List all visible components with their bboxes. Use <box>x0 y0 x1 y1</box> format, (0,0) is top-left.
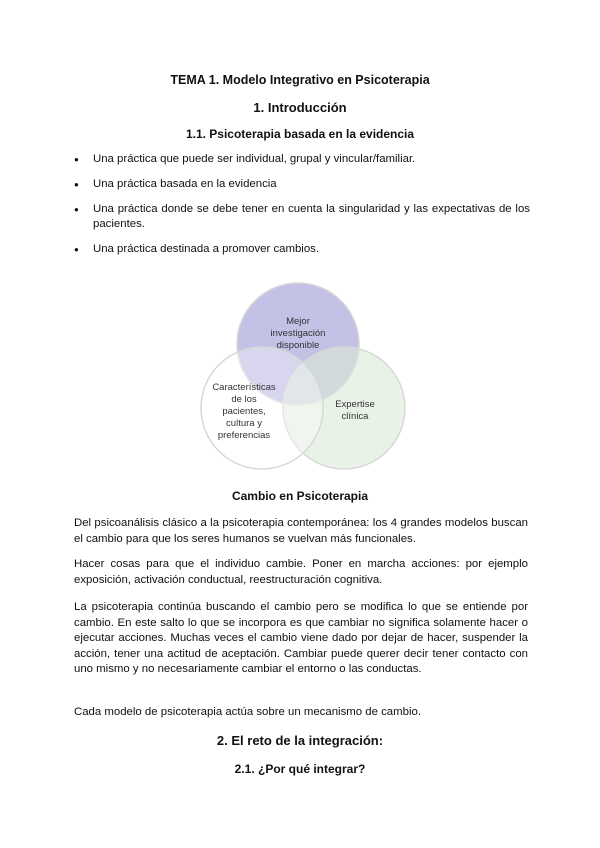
bullet-item: ● Una práctica donde se debe tener en cuenta la singularidad y las expectativas de los pacientes. <box>74 202 530 232</box>
subsection-heading-por-que-integrar: 2.1. ¿Por qué integrar? <box>234 762 366 776</box>
bullet-item: ● Una práctica basada en la evidencia <box>74 177 530 192</box>
figure-caption: Cambio en Psicoterapia <box>231 489 369 503</box>
paragraph: Hacer cosas para que el individuo cambie. Poner en marcha acciones: por ejemplo exposición, activación conductual, reestructuración cognitiva. <box>74 558 528 586</box>
paragraph: La psicoterapia continúa buscando el cambio pero se modifica lo que se entiende por cambio. En este salto lo que se incorpora es que cambiar no significa solamente hacer o ejecutar acciones. Muchas veces el cambio viene dado por dejar de hacer, suspender la acción, tener una actitud de aceptación. Cambiar puede querer decir tener contacto con uno mismo y no necesariamente cambiar el entorno o las conductas. <box>74 601 528 675</box>
venn-label-top-3: disponible <box>276 340 320 351</box>
venn-label-left-1: Características <box>212 382 276 393</box>
venn-label-top-1: Mejor <box>286 316 310 327</box>
venn-label-top-2: investigación <box>270 328 326 339</box>
venn-label-left-3: pacientes, <box>222 406 266 417</box>
paragraph: Cada modelo de psicoterapia actúa sobre un mecanismo de cambio. <box>74 706 421 718</box>
venn-label-left-5: preferencias <box>217 430 271 441</box>
venn-diagram <box>198 280 408 475</box>
bullet-list <box>74 152 530 267</box>
bullet-item: ● Una práctica destinada a promover cambios. <box>74 242 530 257</box>
document-title: TEMA 1. Modelo Integrativo en Psicoterapia <box>170 73 430 87</box>
venn-label-left-2: de los <box>231 394 257 405</box>
subsection-heading-evidencia: 1.1. Psicoterapia basada en la evidencia <box>185 127 415 141</box>
venn-label-left-4: cultura y <box>226 418 262 429</box>
section-heading-introduccion: 1. Introducción <box>253 100 347 115</box>
venn-label-right-1: Expertise <box>335 399 375 410</box>
venn-label-right-2: clínica <box>341 411 369 422</box>
section-heading-integracion: 2. El reto de la integración: <box>216 733 384 748</box>
paragraph: Del psicoanálisis clásico a la psicoterapia contemporánea: los 4 grandes modelos buscan el cambio para que los seres humanos se vuelvan más funcionales. <box>74 517 528 545</box>
bullet-item: ● Una práctica que puede ser individual, grupal y vincular/familiar. <box>74 152 530 167</box>
